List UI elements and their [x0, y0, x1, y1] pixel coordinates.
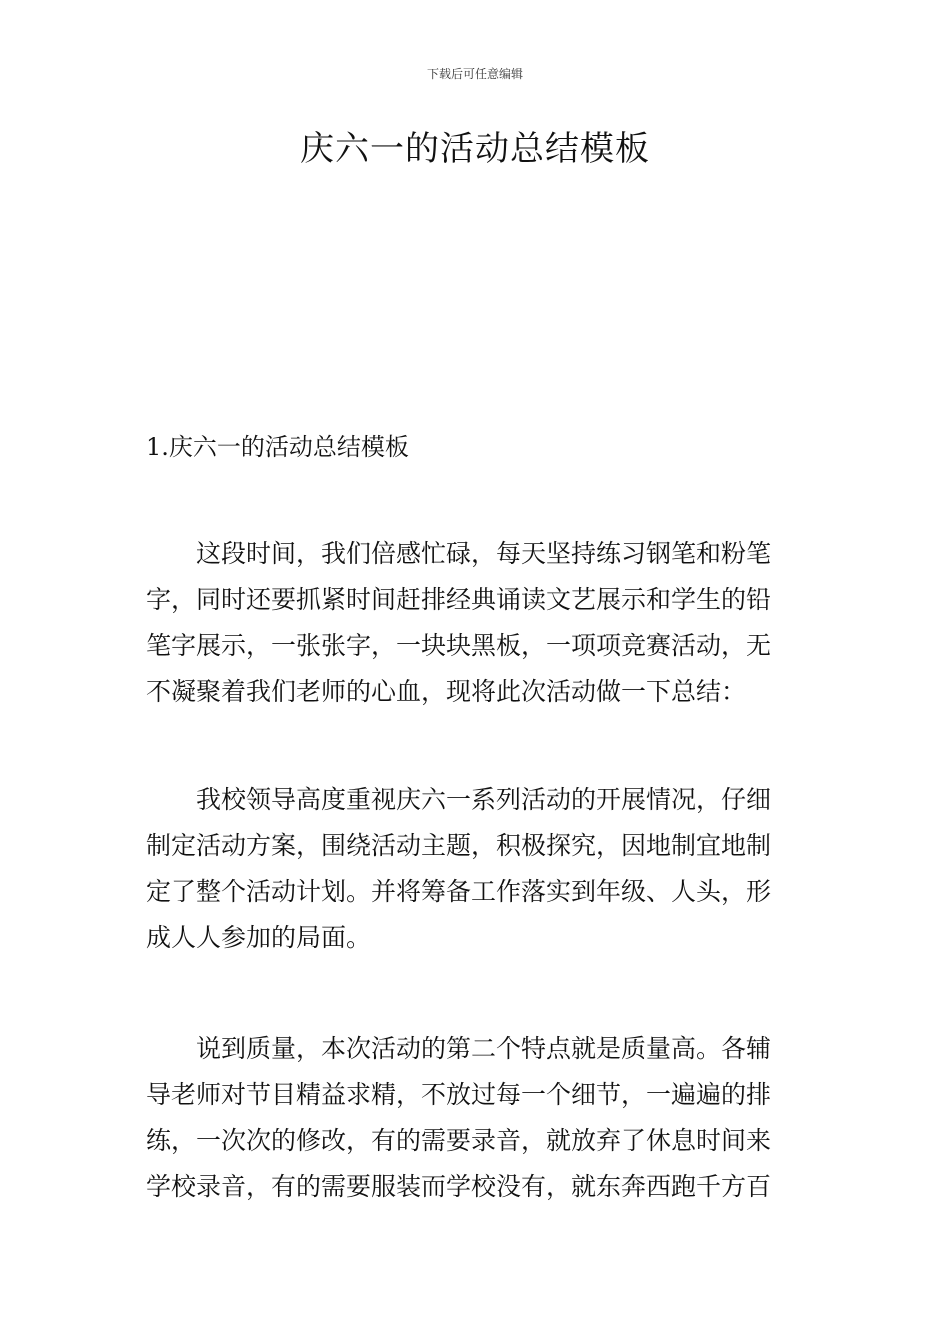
paragraph-line: 定了整个活动计划。并将筹备工作落实到年级、人头，形: [146, 877, 772, 906]
paragraph-line: 练，一次次的修改，有的需要录音，就放弃了休息时间来: [146, 1126, 772, 1155]
section-heading: 1.庆六一的活动总结模板: [146, 433, 409, 461]
paragraph-2: [146, 777, 808, 961]
paragraph-line: 笔字展示，一张张字，一块块黑板，一项项竞赛活动，无: [146, 631, 772, 660]
paragraph-line: 成人人参加的局面。: [146, 923, 372, 952]
paragraph-line: 制定活动方案，围绕活动主题，积极探究，因地制宜地制: [146, 831, 772, 860]
document-title: 庆六一的活动总结模板: [300, 129, 650, 169]
paragraph-1: [146, 531, 808, 715]
paragraph-line: 字，同时还要抓紧时间赶排经典诵读文艺展示和学生的铅: [146, 585, 772, 614]
paragraph-line: 这段时间，我们倍感忙碌，每天坚持练习钢笔和粉笔: [196, 539, 772, 568]
paragraph-line: 说到质量，本次活动的第二个特点就是质量高。各辅: [196, 1034, 772, 1063]
paragraph-line: 学校录音，有的需要服装而学校没有，就东奔西跑千方百: [146, 1172, 772, 1201]
paragraph-line: 导老师对节目精益求精，不放过每一个细节，一遍遍的排: [146, 1080, 772, 1109]
paragraph-3: [146, 1026, 808, 1210]
paragraph-line: 不凝聚着我们老师的心血，现将此次活动做一下总结：: [146, 677, 747, 706]
header-note: 下载后可任意编辑: [426, 67, 523, 81]
paragraph-line: 我校领导高度重视庆六一系列活动的开展情况，仔细: [196, 785, 772, 814]
